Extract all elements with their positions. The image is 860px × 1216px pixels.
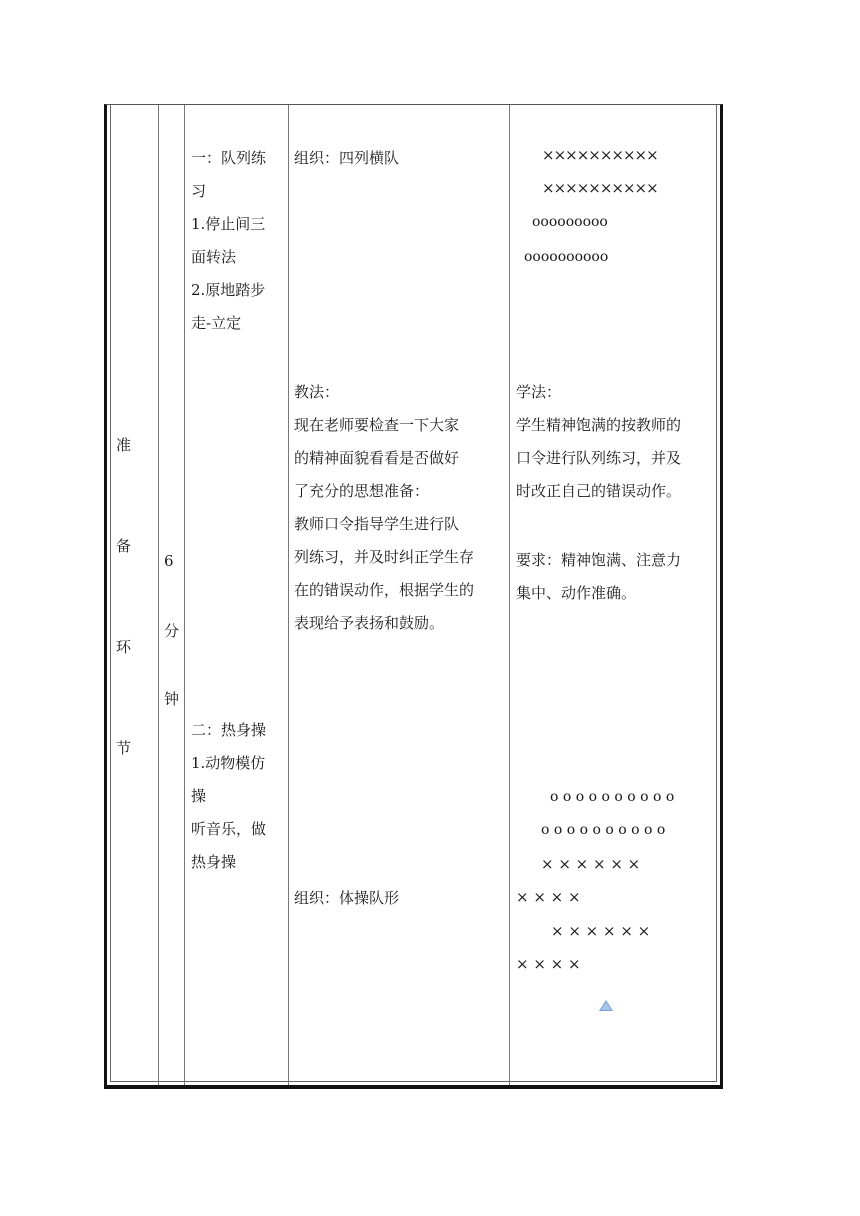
formation-row: × × × × xyxy=(516,955,581,973)
content-line: 热身操 xyxy=(191,853,237,871)
requirement-line: 要求：精神饱满、注意力 xyxy=(516,551,682,569)
content-line: 1.动物模仿 xyxy=(191,754,266,772)
content-line: 走-立定 xyxy=(191,314,242,332)
study-method-line: 学生精神饱满的按教师的 xyxy=(516,416,682,434)
time-label-char: 分 xyxy=(164,622,180,640)
teaching-method-line: 了充分的思想准备： xyxy=(294,482,430,500)
column-divider xyxy=(158,105,159,1085)
organization-text: 组织：体操队形 xyxy=(294,889,400,907)
content-line: 操 xyxy=(191,787,207,805)
study-method-line: 口令进行队列练习，并及 xyxy=(516,449,682,467)
formation-row: × × × × × × xyxy=(551,922,651,940)
content-line: 2.原地踏步 xyxy=(191,281,266,299)
teaching-method-line: 列练习，并及时纠正学生存 xyxy=(294,548,475,566)
content-line: 听音乐，做 xyxy=(191,820,267,838)
time-label-char: 钟 xyxy=(164,690,180,708)
section-label-char: 备 xyxy=(116,537,132,555)
teaching-method-title: 教法： xyxy=(294,383,340,401)
formation-row: ×××××××××× xyxy=(542,146,658,164)
formation-row: × × × × xyxy=(516,888,581,906)
study-method-title: 学法： xyxy=(516,383,562,401)
study-method-line: 时改正自己的错误动作。 xyxy=(516,482,682,500)
formation-row: oooooooooo xyxy=(524,249,609,265)
organization-text: 组织：四列横队 xyxy=(294,149,400,167)
teaching-method-line: 表现给予表扬和鼓励。 xyxy=(294,614,445,632)
section-label-char: 节 xyxy=(116,739,132,757)
formation-row: × × × × × × xyxy=(541,855,641,873)
teaching-method-line: 的精神面貌看看是否做好 xyxy=(294,449,460,467)
content-line: 1.停止间三 xyxy=(191,215,266,233)
teaching-method-line: 教师口令指导学生进行队 xyxy=(294,515,460,533)
column-divider xyxy=(509,105,510,1085)
formation-row: ooooooooo xyxy=(532,214,608,230)
content-line: 习 xyxy=(191,182,207,200)
teaching-method-line: 现在老师要检查一下大家 xyxy=(294,416,460,434)
column-divider xyxy=(184,105,185,1085)
requirement-line: 集中、动作准确。 xyxy=(516,584,637,602)
formation-row: o o o o o o o o o o xyxy=(541,822,666,838)
content-line: 面转法 xyxy=(191,248,237,266)
content-line: 一：队列练 xyxy=(191,149,267,167)
triangle-icon xyxy=(599,1000,613,1011)
formation-row: o o o o o o o o o o xyxy=(550,789,675,805)
time-label-char: 6 xyxy=(164,552,174,570)
formation-row: ×××××××××× xyxy=(542,179,658,197)
content-line: 二：热身操 xyxy=(191,721,267,739)
section-label-char: 环 xyxy=(116,638,132,656)
teaching-method-line: 在的错误动作，根据学生的 xyxy=(294,581,475,599)
column-divider xyxy=(288,105,289,1085)
section-label-char: 准 xyxy=(116,436,132,454)
